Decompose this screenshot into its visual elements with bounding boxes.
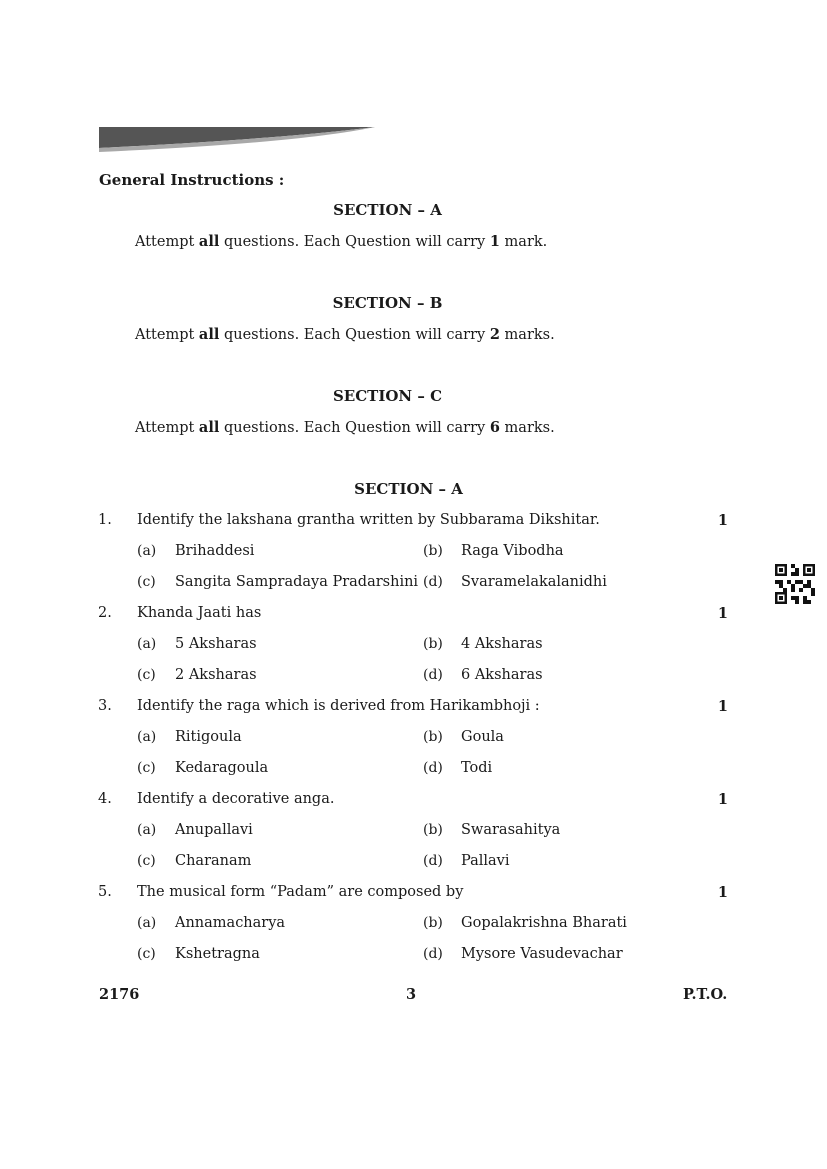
question-text: Khanda Jaati has (137, 605, 262, 621)
option-text: 2 Aksharas (175, 667, 257, 683)
question-marks: 1 (717, 884, 728, 901)
option-letter: (a) (137, 729, 157, 745)
option-text: Brihaddesi (175, 543, 255, 559)
option-text: Kedaragoula (175, 760, 269, 776)
pto-label: P.T.O. (683, 986, 728, 1003)
question-number: 1. (98, 512, 112, 528)
option-text: Sangita Sampradaya Pradarshini (175, 574, 419, 590)
option-text: Ritigoula (175, 729, 242, 745)
option-letter: (a) (137, 822, 157, 838)
option-text: Mysore Vasudevachar (461, 946, 623, 962)
option-letter: (c) (137, 760, 156, 776)
section-heading: SECTION – C (332, 387, 443, 405)
option-letter: (c) (137, 853, 156, 869)
question-number: 5. (98, 884, 112, 900)
question-marks: 1 (717, 512, 728, 529)
option-letter: (d) (423, 946, 443, 962)
option-text: Annamacharya (175, 915, 286, 931)
option-text: 5 Aksharas (175, 636, 257, 652)
option-letter: (d) (423, 667, 443, 683)
option-letter: (d) (423, 853, 443, 869)
question-marks: 1 (717, 605, 728, 622)
option-letter: (b) (423, 915, 443, 931)
section-a-heading: SECTION – A (354, 480, 463, 498)
question-text: Identify a decorative anga. (137, 791, 335, 807)
option-letter: (b) (423, 822, 443, 838)
paper-code: 2176 (99, 986, 140, 1003)
option-text: 6 Aksharas (461, 667, 543, 683)
question-text: Identify the lakshana grantha written by Subbarama Dikshitar. (137, 512, 600, 528)
instruction-text: Attempt all questions. Each Question will carry 1 mark. (135, 233, 548, 250)
qr-code-icon (775, 564, 815, 604)
question-marks: 1 (717, 791, 728, 808)
option-letter: (a) (137, 543, 157, 559)
option-text: Goula (461, 729, 504, 745)
option-letter: (d) (423, 760, 443, 776)
section-heading: SECTION – A (333, 201, 442, 219)
option-text: Svaramelakalanidhi (461, 574, 607, 590)
option-letter: (d) (423, 574, 443, 590)
option-letter: (b) (423, 636, 443, 652)
instruction-text: Attempt all questions. Each Question will carry 6 marks. (135, 419, 555, 436)
option-text: Swarasahitya (461, 822, 561, 838)
question-text: The musical form “Padam” are composed by (137, 884, 464, 900)
option-text: Kshetragna (175, 946, 260, 962)
option-letter: (b) (423, 729, 443, 745)
option-letter: (c) (137, 574, 156, 590)
question-marks: 1 (717, 698, 728, 715)
question-number: 4. (98, 791, 112, 807)
instruction-text: Attempt all questions. Each Question will carry 2 marks. (135, 326, 555, 343)
option-letter: (c) (137, 667, 156, 683)
general-instructions-title: General Instructions : (99, 171, 285, 189)
header-banner-graphic (99, 127, 375, 153)
question-number: 2. (98, 605, 112, 621)
option-text: Anupallavi (175, 822, 253, 838)
section-heading: SECTION – B (332, 294, 443, 312)
page-number: 3 (406, 986, 417, 1003)
option-text: 4 Aksharas (461, 636, 543, 652)
option-letter: (a) (137, 636, 157, 652)
option-text: Pallavi (461, 853, 510, 869)
option-text: Raga Vibodha (461, 543, 564, 559)
option-text: Gopalakrishna Bharati (461, 915, 627, 931)
option-letter: (b) (423, 543, 443, 559)
option-letter: (a) (137, 915, 157, 931)
option-text: Charanam (175, 853, 252, 869)
option-letter: (c) (137, 946, 156, 962)
question-text: Identify the raga which is derived from Harikambhoji : (137, 698, 540, 714)
question-number: 3. (98, 698, 112, 714)
option-text: Todi (461, 760, 493, 776)
